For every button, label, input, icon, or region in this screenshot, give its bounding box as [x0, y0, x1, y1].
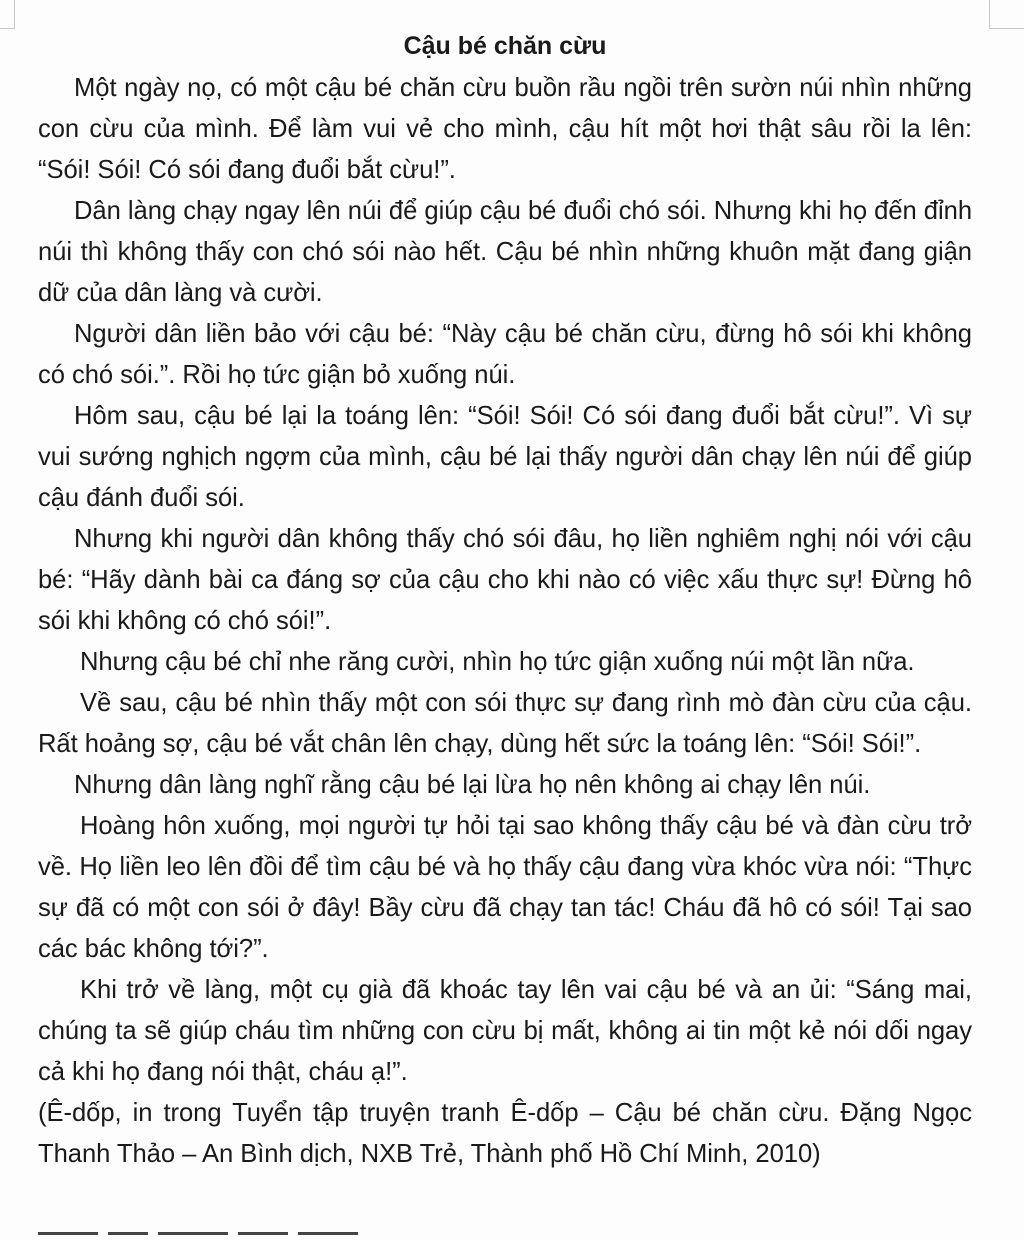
paragraph: Người dân liền bảo với cậu bé: “Này cậu bé chăn cừu, đừng hô sói khi không có chó sói.”. Rồi họ tức giận bỏ xuống núi.: [38, 320, 972, 389]
paragraph: Dân làng chạy ngay lên núi để giúp cậu bé đuổi chó sói. Nhưng khi họ đến đỉnh núi thì không thấy con chó sói nào hết. Cậu bé nhìn những khuôn mặt đang giận dữ của dân làng và cười.: [38, 197, 972, 307]
paragraph: Nhưng khi người dân không thấy chó sói đâu, họ liền nghiêm nghị nói với cậu bé: “Hãy dành bài ca đáng sợ của cậu cho khi nào có việc xấu thực sự! Đừng hô sói khi không có chó sói!”.: [38, 525, 972, 635]
paragraph: Về sau, cậu bé nhìn thấy một con sói thực sự đang rình mò đàn cừu của cậu. Rất hoảng sợ, cậu bé vắt chân lên chạy, dùng hết sức la toáng lên: “Sói! Sói!”.: [38, 689, 972, 758]
source-citation: (Ê-dốp, in trong Tuyển tập truyện tranh Ê-dốp – Cậu bé chăn cừu. Đặng Ngọc Thanh Thảo – An Bình dịch, NXB Trẻ, Thành phố Hồ Chí Minh, 2010): [38, 1099, 972, 1168]
paragraph: Nhưng cậu bé chỉ nhe răng cười, nhìn họ tức giận xuống núi một lần nữa.: [80, 648, 915, 676]
paragraph: Hôm sau, cậu bé lại la toáng lên: “Sói! Sói! Có sói đang đuổi bắt cừu!”. Vì sự vui sướng nghịch ngợm của mình, cậu bé lại thấy người dân chạy lên núi để giúp cậu đánh đuổi sói.: [38, 402, 972, 512]
paragraph: Nhưng dân làng nghĩ rằng cậu bé lại lừa họ nên không ai chạy lên núi.: [74, 771, 871, 799]
paragraph: Khi trở về làng, một cụ già đã khoác tay lên vai cậu bé và an ủi: “Sáng mai, chúng ta sẽ giúp cháu tìm những con cừu bị mất, không ai tin một kẻ nói dối ngay cả khi họ đang nói thật, cháu ạ!”.: [38, 976, 972, 1086]
cut-off-text-line: [38, 1232, 378, 1242]
story-title: Cậu bé chăn cừu: [403, 32, 607, 60]
document-body: [38, 26, 972, 1175]
paragraph: Một ngày nọ, có một cậu bé chăn cừu buồn rầu ngồi trên sườn núi nhìn những con cừu của mình. Để làm vui vẻ cho mình, cậu hít một hơi thật sâu rồi la lên: “Sói! Sói! Có sói đang đuổi bắt cừu!”.: [38, 74, 972, 184]
paragraph: Hoàng hôn xuống, mọi người tự hỏi tại sao không thấy cậu bé và đàn cừu trở về. Họ liền leo lên đồi để tìm cậu bé và họ thấy cậu đang vừa khóc vừa nói: “Thực sự đã có một con sói ở đây! Bầy cừu đã chạy tan tác! Cháu đã hô có sói! Tại sao các bác không tới?”.: [38, 812, 972, 963]
page-corner-mark-left: [0, 0, 15, 29]
page-corner-mark-right: [989, 0, 1024, 29]
